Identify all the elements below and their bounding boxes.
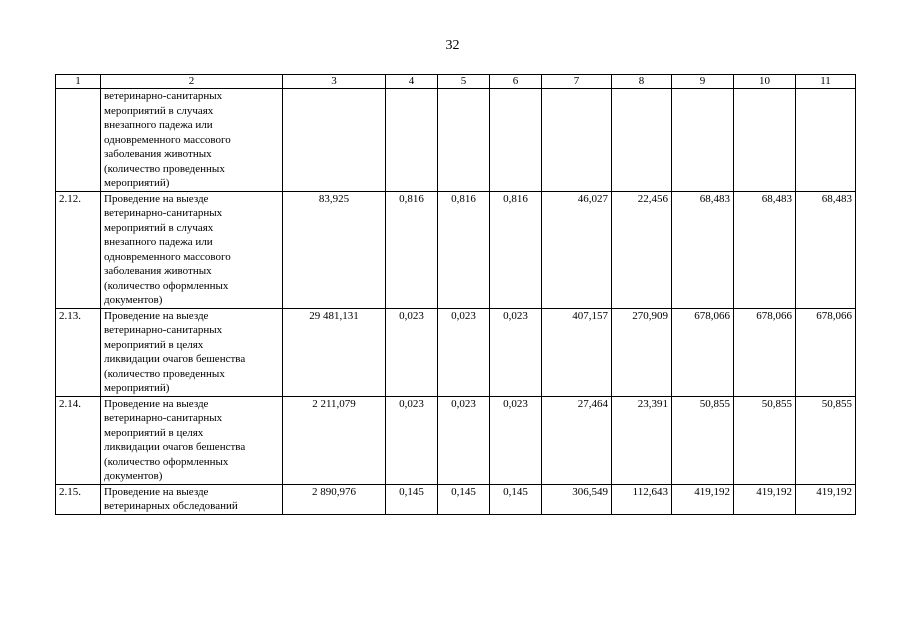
cell-value xyxy=(672,89,734,192)
cell-value: 23,391 xyxy=(612,396,672,484)
column-header: 10 xyxy=(734,75,796,89)
cell-value: 0,023 xyxy=(438,396,490,484)
column-header: 4 xyxy=(386,75,438,89)
row-number: 2.15. xyxy=(56,484,101,514)
header-row xyxy=(56,75,856,89)
column-header: 5 xyxy=(438,75,490,89)
cell-value: 419,192 xyxy=(796,484,856,514)
table-row xyxy=(56,191,856,308)
cell-value: 419,192 xyxy=(672,484,734,514)
row-description xyxy=(101,89,283,192)
description-line: (количество оформленных xyxy=(104,455,229,468)
description-line: мероприятий в случаях xyxy=(104,104,214,117)
cell-value xyxy=(490,89,542,192)
description-line: (количество оформленных xyxy=(104,279,229,292)
description-line: Проведение на выезде xyxy=(104,485,209,498)
cell-value: 0,145 xyxy=(438,484,490,514)
description-line: (количество проведенных xyxy=(104,162,225,175)
cell-value: 0,816 xyxy=(438,191,490,308)
column-header: 6 xyxy=(490,75,542,89)
cell-value: 0,816 xyxy=(386,191,438,308)
cell-value: 419,192 xyxy=(734,484,796,514)
cell-value xyxy=(283,89,386,192)
row-number: 2.12. xyxy=(56,191,101,308)
description-line: ветеринарно-санитарных xyxy=(104,412,223,424)
description-line: Проведение на выезде xyxy=(104,192,209,205)
cell-value: 112,643 xyxy=(612,484,672,514)
description-line: (количество проведенных xyxy=(104,367,225,380)
cell-value: 678,066 xyxy=(734,308,796,396)
cell-value: 2 211,079 xyxy=(283,396,386,484)
description-line: заболевания животных xyxy=(104,265,212,277)
cell-value: 29 481,131 xyxy=(283,308,386,396)
cell-value: 83,925 xyxy=(283,191,386,308)
description-line: документов) xyxy=(104,470,163,482)
description-line: мероприятий в случаях xyxy=(104,221,214,234)
cell-value: 50,855 xyxy=(672,396,734,484)
cell-value: 2 890,976 xyxy=(283,484,386,514)
row-description xyxy=(101,308,283,396)
table-row xyxy=(56,89,856,192)
page-number: 32 xyxy=(445,38,460,53)
row-number: 2.13. xyxy=(56,308,101,396)
column-header: 7 xyxy=(542,75,612,89)
cell-value: 68,483 xyxy=(672,191,734,308)
cell-value xyxy=(734,89,796,192)
description-line: внезапного падежа или xyxy=(104,236,213,248)
description-line: одновременного массового xyxy=(104,250,231,263)
column-header: 1 xyxy=(56,75,101,89)
table-row xyxy=(56,484,856,514)
cell-value: 0,023 xyxy=(438,308,490,396)
cell-value xyxy=(612,89,672,192)
description-line: мероприятий) xyxy=(104,177,170,189)
description-line: мероприятий) xyxy=(104,382,170,394)
description-line: мероприятий в целях xyxy=(104,426,204,439)
cell-value: 0,816 xyxy=(490,191,542,308)
cell-value: 407,157 xyxy=(542,308,612,396)
cell-value: 306,549 xyxy=(542,484,612,514)
column-header: 3 xyxy=(283,75,386,89)
description-line: ликвидации очагов бешенства xyxy=(104,441,246,453)
description-line: мероприятий в целях xyxy=(104,338,204,351)
cell-value: 27,464 xyxy=(542,396,612,484)
cell-value: 50,855 xyxy=(796,396,856,484)
data-table xyxy=(55,74,856,515)
row-number xyxy=(56,89,101,192)
cell-value: 0,023 xyxy=(386,396,438,484)
row-number: 2.14. xyxy=(56,396,101,484)
description-line: ветеринарных обследований xyxy=(104,500,238,512)
cell-value xyxy=(542,89,612,192)
cell-value xyxy=(386,89,438,192)
description-line: внезапного падежа или xyxy=(104,119,213,131)
cell-value: 0,023 xyxy=(490,308,542,396)
cell-value: 0,023 xyxy=(386,308,438,396)
cell-value: 0,145 xyxy=(386,484,438,514)
row-description xyxy=(101,484,283,514)
column-header: 2 xyxy=(101,75,283,89)
table-row xyxy=(56,396,856,484)
description-line: ветеринарно-санитарных xyxy=(104,324,223,336)
description-line: одновременного массового xyxy=(104,133,231,146)
row-description xyxy=(101,396,283,484)
column-header: 9 xyxy=(672,75,734,89)
cell-value: 678,066 xyxy=(796,308,856,396)
table-row xyxy=(56,308,856,396)
column-header: 8 xyxy=(612,75,672,89)
cell-value: 68,483 xyxy=(734,191,796,308)
cell-value xyxy=(438,89,490,192)
cell-value xyxy=(796,89,856,192)
description-line: Проведение на выезде xyxy=(104,309,209,322)
description-line: Проведение на выезде xyxy=(104,397,209,410)
description-line: ликвидации очагов бешенства xyxy=(104,353,246,365)
cell-value: 46,027 xyxy=(542,191,612,308)
cell-value: 0,145 xyxy=(490,484,542,514)
description-line: ветеринарно-санитарных xyxy=(104,207,223,219)
cell-value: 678,066 xyxy=(672,308,734,396)
description-line: заболевания животных xyxy=(104,148,212,160)
cell-value: 270,909 xyxy=(612,308,672,396)
cell-value: 22,456 xyxy=(612,191,672,308)
description-line: ветеринарно-санитарных xyxy=(104,90,223,102)
cell-value: 68,483 xyxy=(796,191,856,308)
cell-value: 50,855 xyxy=(734,396,796,484)
row-description xyxy=(101,191,283,308)
column-header: 11 xyxy=(796,75,856,89)
description-line: документов) xyxy=(104,294,163,306)
cell-value: 0,023 xyxy=(490,396,542,484)
